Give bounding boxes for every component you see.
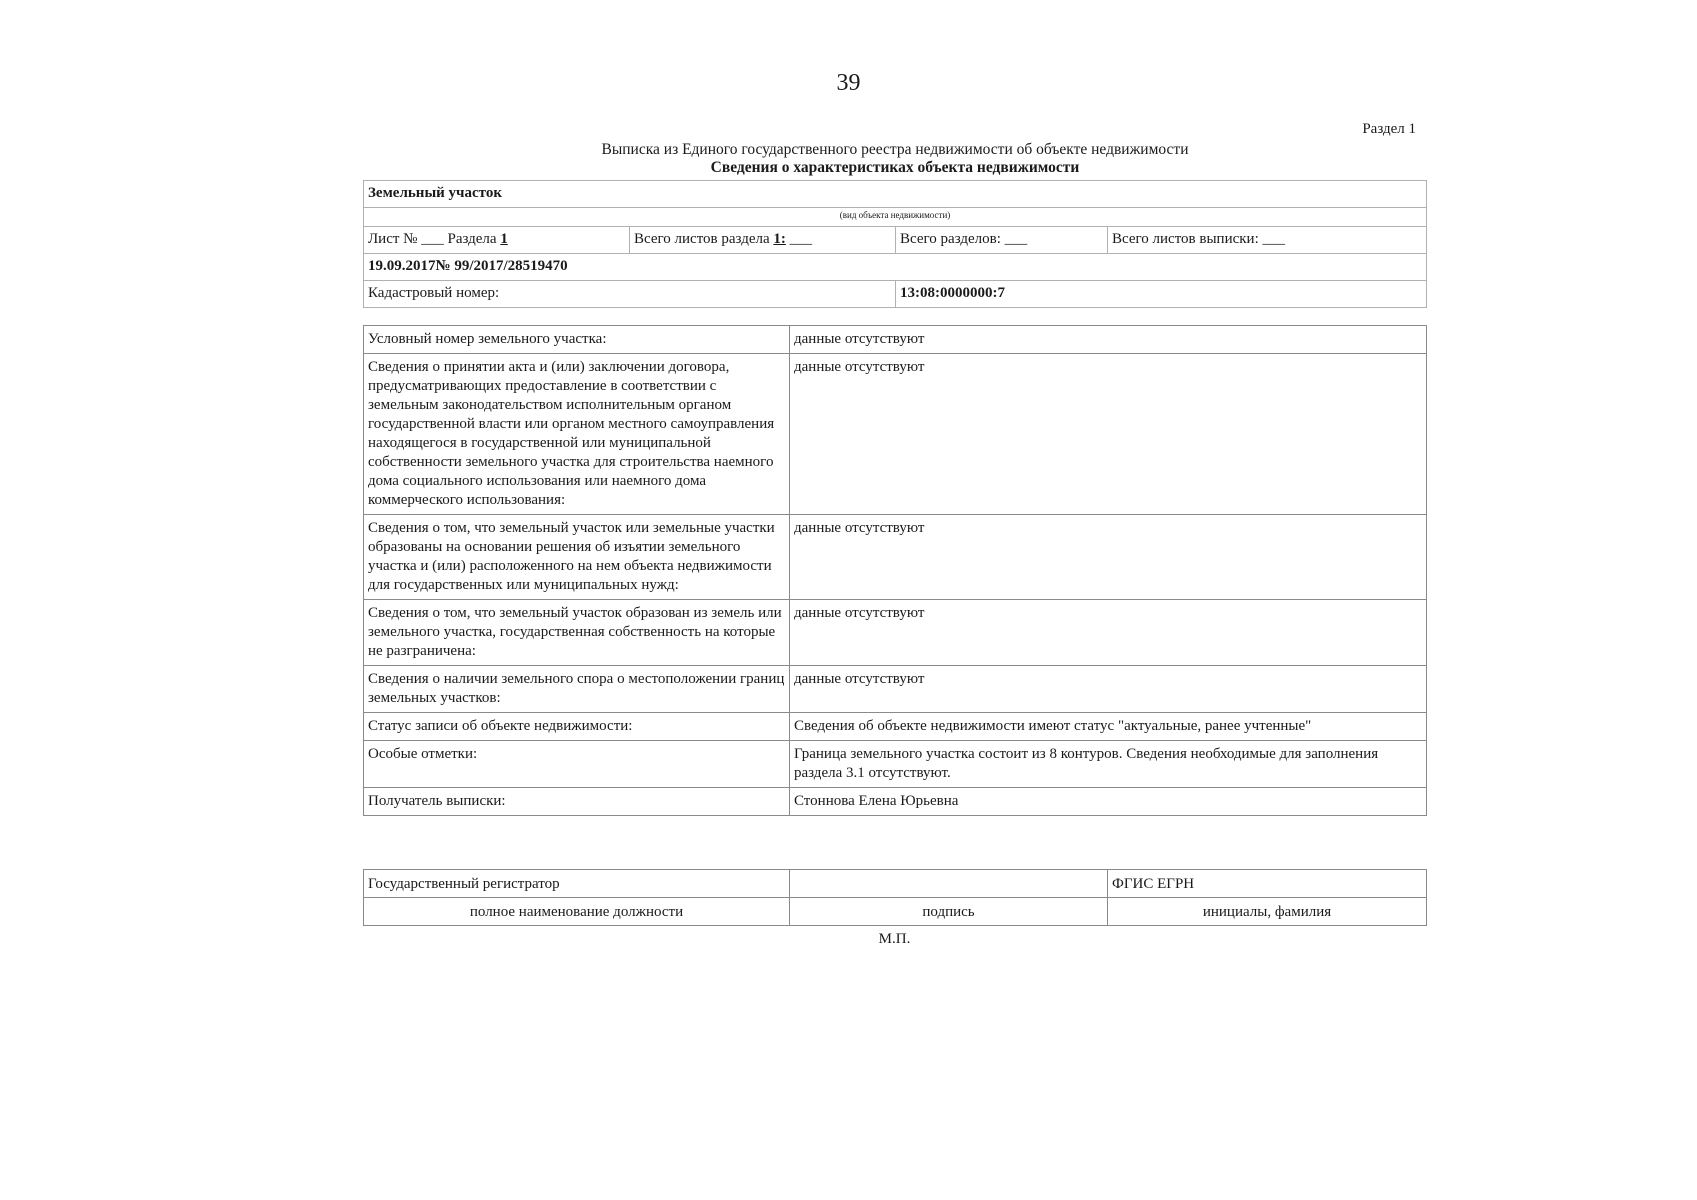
sheet-number-section: 1 xyxy=(500,231,508,247)
cadastral-label: Кадастровый номер: xyxy=(364,281,896,308)
row-value: данные отсутствуют xyxy=(790,515,1427,600)
row-label: Сведения о том, что земельный участок образован из земель или земельного участка, государственная собственность на которые не разграничена: xyxy=(364,600,790,666)
row-value: Стоннова Елена Юрьевна xyxy=(790,788,1427,816)
table-row xyxy=(364,741,1427,788)
row-label: Сведения о наличии земельного спора о местоположении границ земельных участков: xyxy=(364,666,790,713)
row-value: данные отсутствуют xyxy=(790,354,1427,515)
page-number: 39 xyxy=(836,70,861,96)
row-label: Сведения о принятии акта и (или) заключении договора, предусматривающих предоставление в соответствии с земельным законодательством исполнительным органом государственной власти или органом местного самоуправления находящегося в государственной или муниципальной собственности земельного участка для строительства наемного дома социального использования или наемного дома коммерческого использования: xyxy=(364,354,790,515)
date-number: 19.09.2017№ 99/2017/28519470 xyxy=(364,254,1427,281)
caption-name: инициалы, фамилия xyxy=(1108,898,1427,926)
table-row xyxy=(364,354,1427,515)
row-value: данные отсутствуют xyxy=(790,600,1427,666)
row-label: Особые отметки: xyxy=(364,741,790,788)
sheet-number xyxy=(364,227,630,254)
row-value: Сведения об объекте недвижимости имеют статус "актуальные, ранее учтенные" xyxy=(790,713,1427,741)
row-label: Статус записи об объекте недвижимости: xyxy=(364,713,790,741)
signature-table xyxy=(363,869,1427,926)
row-label: Сведения о том, что земельный участок или земельные участки образованы на основании решения об изъятии земельного участка и (или) расположенного на нем объекта недвижимости для государственных или муниципальных нужд: xyxy=(364,515,790,600)
row-label: Получатель выписки: xyxy=(364,788,790,816)
object-type-caption: (вид объекта недвижимости) xyxy=(364,208,1427,227)
caption-signature: подпись xyxy=(790,898,1108,926)
caption-position: полное наименование должности xyxy=(364,898,790,926)
cadastral-value: 13:08:0000000:7 xyxy=(896,281,1427,308)
total-sheets-section xyxy=(630,227,896,254)
table-row xyxy=(364,326,1427,354)
header-table xyxy=(363,180,1427,308)
total-sheets-suffix: ___ xyxy=(785,231,813,247)
table-row xyxy=(364,788,1427,816)
table-row xyxy=(364,515,1427,600)
row-value: данные отсутствуют xyxy=(790,326,1427,354)
registrar-position: Государственный регистратор xyxy=(364,870,790,898)
section-label: Раздел 1 xyxy=(1362,121,1416,137)
table-row xyxy=(364,666,1427,713)
registrar-name: ФГИС ЕГРН xyxy=(1108,870,1427,898)
row-value: Граница земельного участка состоит из 8 контуров. Сведения необходимые для заполнения раздела 3.1 отсутствуют. xyxy=(790,741,1427,788)
characteristics-table xyxy=(363,325,1427,816)
total-sheets-prefix: Всего листов раздела xyxy=(634,231,774,247)
table-row xyxy=(364,713,1427,741)
row-value: данные отсутствуют xyxy=(790,666,1427,713)
total-extract-sheets: Всего листов выписки: ___ xyxy=(1108,227,1427,254)
total-sections: Всего разделов: ___ xyxy=(896,227,1108,254)
total-sheets-section-number: 1: xyxy=(773,231,786,247)
signature-field xyxy=(790,870,1108,898)
stamp-mark: М.П. xyxy=(878,931,911,947)
object-type: Земельный участок xyxy=(364,181,1427,208)
document-title: Выписка из Единого государственного реестра недвижимости об объекте недвижимости xyxy=(601,141,1189,158)
document-subtitle: Сведения о характеристиках объекта недвижимости xyxy=(710,159,1080,176)
table-row xyxy=(364,600,1427,666)
sheet-number-prefix: Лист № ___ Раздела xyxy=(368,231,501,247)
row-label: Условный номер земельного участка: xyxy=(364,326,790,354)
